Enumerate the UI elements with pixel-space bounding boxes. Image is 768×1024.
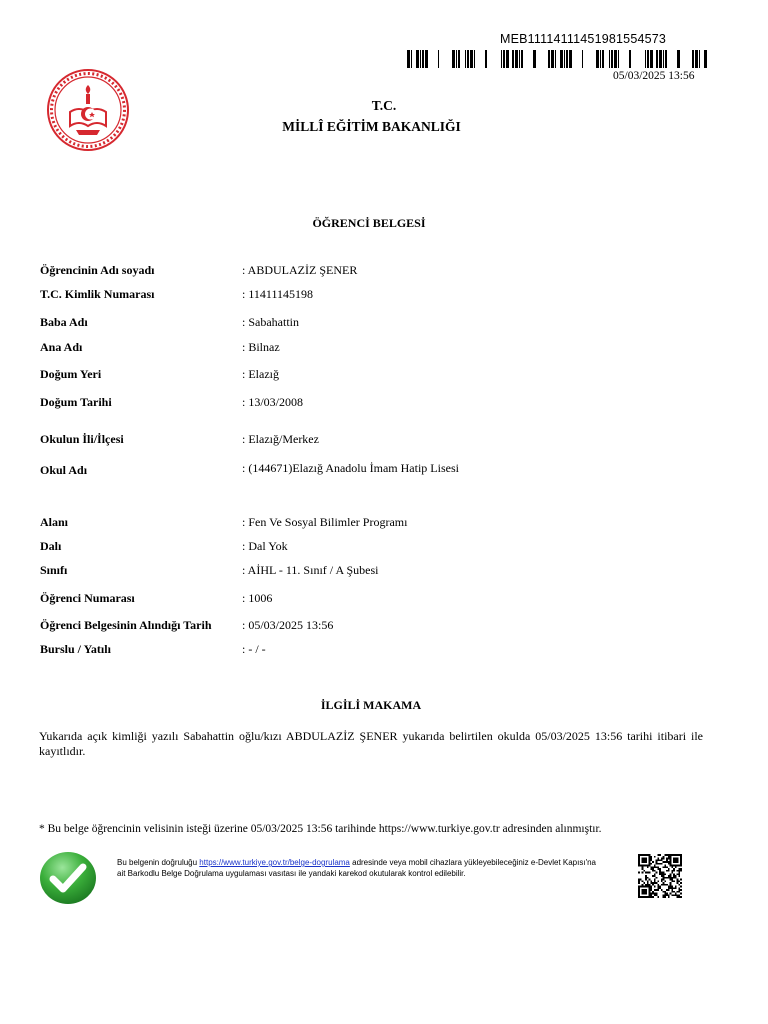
check-icon (39, 851, 97, 905)
barcode-icon (407, 50, 707, 68)
header-ministry: MİLLÎ EĞİTİM BAKANLIĞI (282, 119, 461, 134)
row-label-student-number: Öğrenci Numarası (40, 591, 135, 605)
row-label-mother-name: Ana Adı (40, 340, 83, 354)
row-label-school-province: Okulun İli/İlçesi (40, 432, 124, 446)
verification-link[interactable]: https://www.turkiye.gov.tr/belge-dogrulama (199, 858, 350, 867)
row-value-field: : Fen Ve Sosyal Bilimler Programı (242, 515, 408, 529)
row-label-school-name: Okul Adı (40, 463, 88, 477)
row-value-school-province: : Elazığ/Merkez (242, 432, 319, 446)
document-title: ÖĞRENCİ BELGESİ (312, 216, 426, 230)
row-value-student-name: : ABDULAZİZ ŞENER (242, 263, 358, 277)
row-value-birth-date: : 13/03/2008 (242, 395, 304, 409)
verification-text-after: adresinde veya mobil cihazlara yükleyebileceğiniz e-Devlet Kapısı'na ait Barkodlu Belge Doğrulama uygulaması vasıtası ile yandaki karekod okutularak kontrol edilebilir. (117, 858, 596, 878)
row-label-issue-date: Öğrenci Belgesinin Alındığı Tarih (40, 618, 212, 632)
row-value-birth-place: : Elazığ (242, 367, 279, 381)
qr-code-icon (638, 854, 682, 898)
verification-text-before: Bu belgenin doğruluğu (117, 858, 200, 867)
row-label-birth-date: Doğum Tarihi (40, 395, 112, 409)
row-value-issue-date: : 05/03/2025 13:56 (242, 618, 334, 632)
row-label-birth-place: Doğum Yeri (40, 367, 102, 381)
row-label-student-name: Öğrencinin Adı soyadı (40, 263, 155, 277)
footnote: * Bu belge öğrencinin velisinin isteği üzerine 05/03/2025 13:56 tarihinde https://www.turkiye.gov.tr adresinden alınmıştır. (39, 823, 602, 835)
row-label-scholarship: Burslu / Yatılı (40, 642, 111, 656)
row-value-branch: : Dal Yok (242, 539, 288, 553)
document-id: MEB11114111451981554573 (500, 32, 667, 46)
verification-text (117, 857, 597, 879)
row-value-class: : AİHL - 11. Sınıf / A Şubesi (242, 563, 379, 577)
row-label-field: Alanı (40, 515, 69, 529)
row-value-school-name: : (144671)Elazığ Anadolu İmam Hatip Lisesi (242, 461, 459, 475)
section-title: İLGİLİ MAKAMA (320, 698, 422, 712)
row-label-tc-number: T.C. Kimlik Numarası (40, 287, 155, 301)
row-value-scholarship: : - / - (242, 642, 266, 656)
barcode-date: 05/03/2025 13:56 (613, 70, 695, 82)
row-value-tc-number: : 11411145198 (242, 287, 313, 301)
header-tc: T.C. (371, 98, 397, 113)
row-value-father-name: : Sabahattin (242, 315, 299, 329)
row-value-mother-name: : Bilnaz (242, 340, 280, 354)
statement-paragraph: Yukarıda açık kimliği yazılı Sabahattin oğlu/kızı ABDULAZİZ ŞENER yukarıda belirtilen okulda 05/03/2025 13:56 tarihi itibari ile kayıtlıdır. (39, 729, 703, 758)
row-value-student-number: : 1006 (242, 591, 273, 605)
row-label-father-name: Baba Adı (40, 315, 88, 329)
row-label-class: Sınıfı (40, 563, 68, 577)
row-label-branch: Dalı (40, 539, 62, 553)
